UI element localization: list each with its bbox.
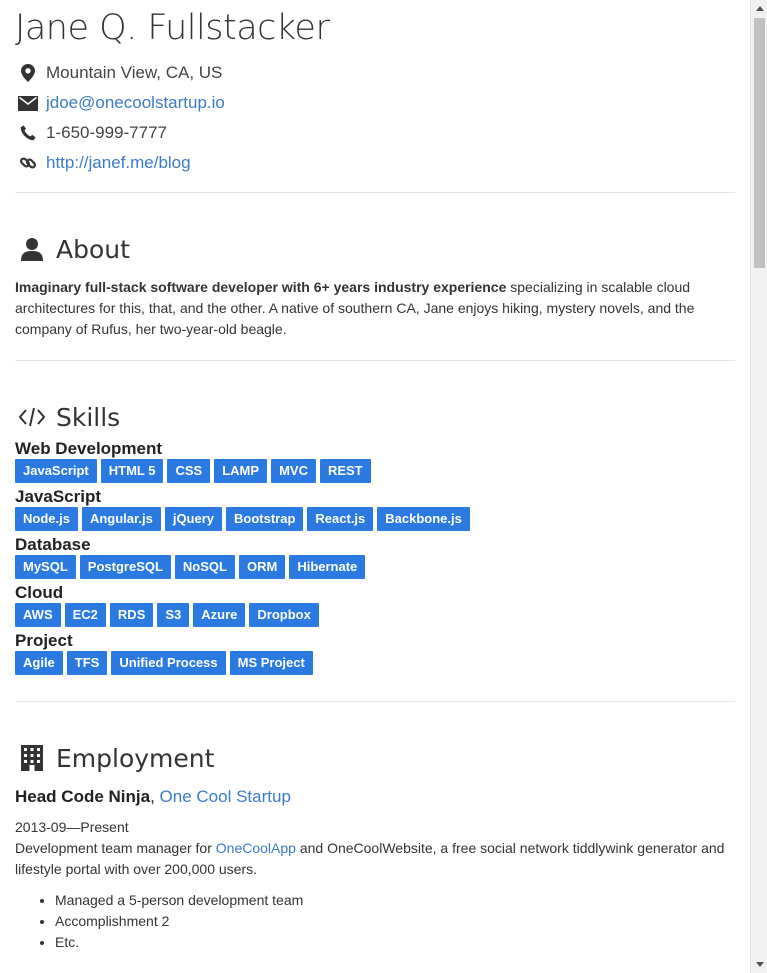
contact-website xyxy=(15,148,735,178)
skill-tags xyxy=(15,651,735,675)
job-title xyxy=(15,786,735,808)
skill-tags xyxy=(15,555,735,579)
job-separator: , xyxy=(150,787,160,806)
resume-page xyxy=(15,0,735,953)
scrollbar-thumb[interactable] xyxy=(754,18,765,268)
job-dates: 2013-09—Present xyxy=(15,819,129,835)
skill-category xyxy=(15,439,735,483)
skill-tag: HTML 5 xyxy=(101,459,164,483)
email-link[interactable]: jdoe@onecoolstartup.io xyxy=(46,93,225,112)
skill-category-title: JavaScript xyxy=(15,487,101,506)
job-desc-post: and OneCoolWebsite, a free social network tiddlywink generator and lifestyle portal with over 200,000 users. xyxy=(15,840,725,877)
company-link[interactable]: One Cool Startup xyxy=(159,787,291,806)
skill-tag: Agile xyxy=(15,651,63,675)
skill-category-title: Cloud xyxy=(15,583,64,602)
skill-tag: EC2 xyxy=(65,603,106,627)
skill-tag: ORM xyxy=(239,555,285,579)
location-text: Mountain View, CA, US xyxy=(46,63,223,82)
job-description xyxy=(15,838,735,880)
highlight-item: • Accomplishment 2 xyxy=(55,911,735,932)
about-text xyxy=(15,277,735,340)
resume-name: Jane Q. Fullstacker xyxy=(15,8,330,48)
skill-tag: Hibernate xyxy=(289,555,365,579)
highlight-item: • Managed a 5-person development team xyxy=(55,890,735,911)
skill-tag: jQuery xyxy=(165,507,222,531)
skill-tags xyxy=(15,603,735,627)
job-entry xyxy=(15,786,735,953)
skill-tag: React.js xyxy=(307,507,373,531)
phone-text: 1-650-999-7777 xyxy=(46,123,167,142)
skill-tag: REST xyxy=(320,459,371,483)
code-icon xyxy=(18,403,46,431)
section-about-heading xyxy=(15,231,735,267)
skill-tags xyxy=(15,507,735,531)
skill-category-title: Project xyxy=(15,631,73,650)
building-icon xyxy=(18,744,46,772)
skill-tag: LAMP xyxy=(214,459,267,483)
skill-tag: Backbone.js xyxy=(377,507,470,531)
vertical-scrollbar[interactable] xyxy=(750,0,767,973)
skill-tag: PostgreSQL xyxy=(80,555,171,579)
skill-tag: Angular.js xyxy=(82,507,161,531)
highlight-item: • Etc. xyxy=(55,932,735,953)
about-bold-text: Imaginary full-stack software developer with 6+ years industry experience xyxy=(15,279,507,295)
section-employment-heading xyxy=(15,740,735,776)
skill-tag: CSS xyxy=(167,459,210,483)
skill-tags xyxy=(15,459,735,483)
skill-tag: Dropbox xyxy=(249,603,318,627)
skill-tag: JavaScript xyxy=(15,459,97,483)
skill-category xyxy=(15,535,735,579)
skills-title: Skills xyxy=(56,402,121,432)
contact-email xyxy=(15,88,735,118)
contact-location xyxy=(15,58,735,88)
skill-tag: Node.js xyxy=(15,507,78,531)
skill-category xyxy=(15,631,735,675)
about-rest-text: specializing in scalable cloud architectures for this, that, and the other. A native of southern CA, Jane enjoys hiking, mystery novels, and the company of Rufus, her two-year-old beagle. xyxy=(15,279,695,337)
skills-list xyxy=(15,439,735,675)
skill-tag: MySQL xyxy=(15,555,76,579)
job-position: Head Code Ninja xyxy=(15,787,151,806)
skill-tag: Azure xyxy=(193,603,245,627)
job-desc-pre: Development team manager for xyxy=(15,840,216,856)
skill-category-title: Database xyxy=(15,535,91,554)
skill-tag: TFS xyxy=(67,651,108,675)
map-marker-icon xyxy=(18,63,38,83)
section-skills-heading xyxy=(15,399,735,435)
employment-title: Employment xyxy=(56,743,215,773)
skill-tag: MVC xyxy=(271,459,316,483)
contact-phone xyxy=(15,118,735,148)
skill-category xyxy=(15,583,735,627)
about-title: About xyxy=(56,234,130,264)
skill-tag: MS Project xyxy=(230,651,313,675)
phone-icon xyxy=(18,123,38,143)
skill-tag: Bootstrap xyxy=(226,507,303,531)
scroll-up-arrow-icon[interactable] xyxy=(751,0,767,17)
job-highlights xyxy=(15,890,735,953)
skill-tag: RDS xyxy=(110,603,153,627)
website-link[interactable]: http://janef.me/blog xyxy=(46,153,191,172)
skill-tag: AWS xyxy=(15,603,61,627)
envelope-icon xyxy=(18,93,38,113)
skill-tag: S3 xyxy=(157,603,189,627)
user-icon xyxy=(18,235,46,263)
skill-tag: Unified Process xyxy=(111,651,225,675)
onecoolapp-link[interactable]: OneCoolApp xyxy=(215,840,296,856)
skill-tag: NoSQL xyxy=(175,555,235,579)
link-icon xyxy=(18,153,38,173)
skill-category-title: Web Development xyxy=(15,439,163,458)
skill-category xyxy=(15,487,735,531)
scroll-down-arrow-icon[interactable] xyxy=(751,956,767,973)
